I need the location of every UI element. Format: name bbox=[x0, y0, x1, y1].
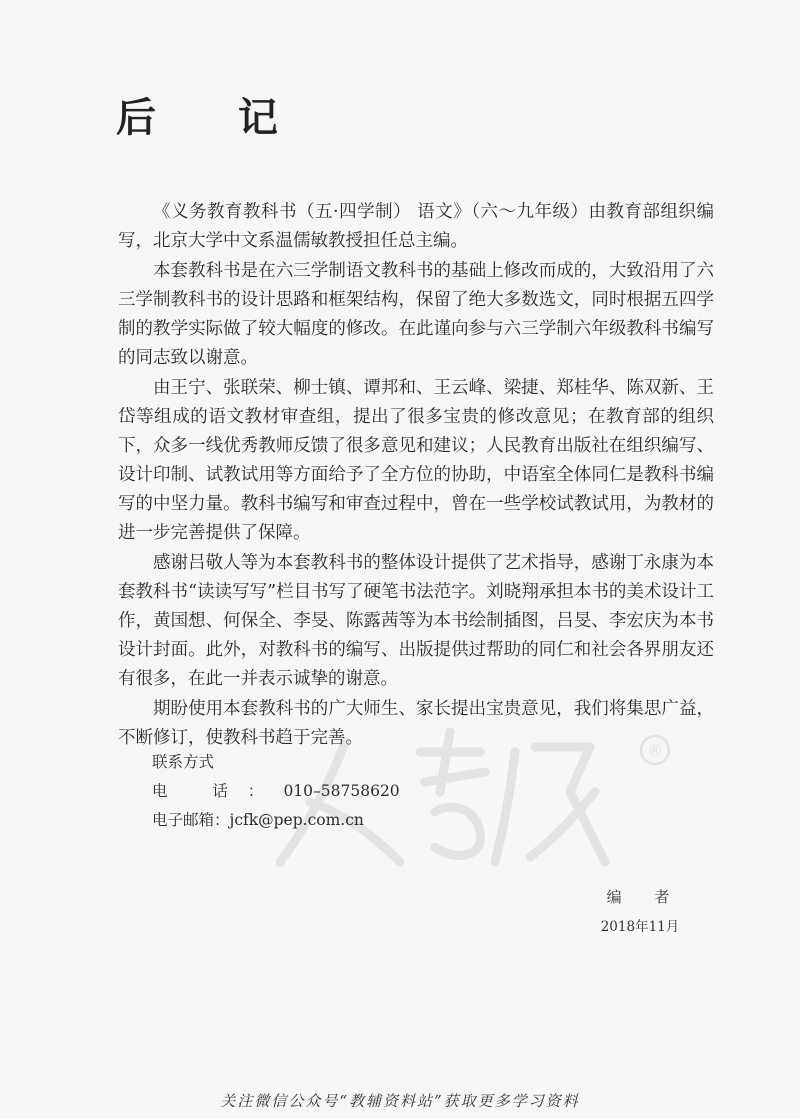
contact-info bbox=[152, 748, 400, 835]
phone-label: 电 话： bbox=[152, 782, 284, 800]
paragraph-1: 《义务教育教科书（五·四学制） 语文》（六～九年级）由教育部组织编写，北京大学中文系温儒敏教授担任总主编。 bbox=[118, 202, 714, 251]
signoff bbox=[540, 882, 720, 942]
paragraph-2: 本套教科书是在六三学制语文教科书的基础上修改而成的，大致沿用了六三学制教科书的设计思路和框架结构，保留了绝大多数选文，同时根据五四学制的教学实际做了较大幅度的修改。在此谨向参与六三学制六年级教科书编写的同志致以谢意。 bbox=[118, 261, 714, 368]
email-value: jcfk@pep.com.cn bbox=[229, 811, 364, 829]
paragraph-4: 感谢吕敬人等为本套教科书的整体设计提供了艺术指导，感谢丁永康为本套教科书“读读写写”栏目书写了硬笔书法范字。刘晓翔承担本书的美术设计工作，黄国想、何保全、李旻、陈露茜等为本书绘制插图，吕旻、李宏庆为本书设计封面。此外，对教科书的编写、出版提供过帮助的同仁和社会各界朋友还有很多，在此一并表示诚挚的谢意。 bbox=[118, 553, 714, 689]
page-title: 后 记 bbox=[116, 94, 312, 141]
paragraph-3: 由王宁、张联荣、柳士镇、谭邦和、王云峰、梁捷、郑桂华、陈双新、王岱等组成的语文教材审查组，提出了很多宝贵的修改意见；在教育部的组织下，众多一线优秀教师反馈了很多意见和建议；人民教育出版社在组织编写、设计印制、试教试用等方面给予了全方位的协助，中语室全体同仁是教科书编写的中坚力量。教科书编写和审查过程中，曾在一些学校试教试用，为教材的进一步完善提供了保障。 bbox=[118, 378, 714, 543]
phone-value: 010–58758620 bbox=[283, 782, 400, 800]
email-label: 电子邮箱： bbox=[152, 811, 230, 829]
afterword-body bbox=[118, 198, 714, 754]
contact-phone-row bbox=[152, 777, 400, 806]
contact-heading: 联系方式 bbox=[152, 753, 215, 771]
signoff-date: 2018年11月 bbox=[600, 919, 680, 935]
footer-promo-note: 关注微信公众号“教辅资料站”获取更多学习资料 bbox=[220, 1092, 580, 1110]
registered-trademark-mark: ® bbox=[647, 741, 663, 760]
signoff-editor: 编 者 bbox=[606, 888, 684, 906]
paragraph-5: 期盼使用本套教科书的广大师生、家长提出宝贵意见，我们将集思广益，不断修订，使教科书趋于完善。 bbox=[118, 699, 714, 748]
contact-email-row bbox=[152, 806, 400, 835]
